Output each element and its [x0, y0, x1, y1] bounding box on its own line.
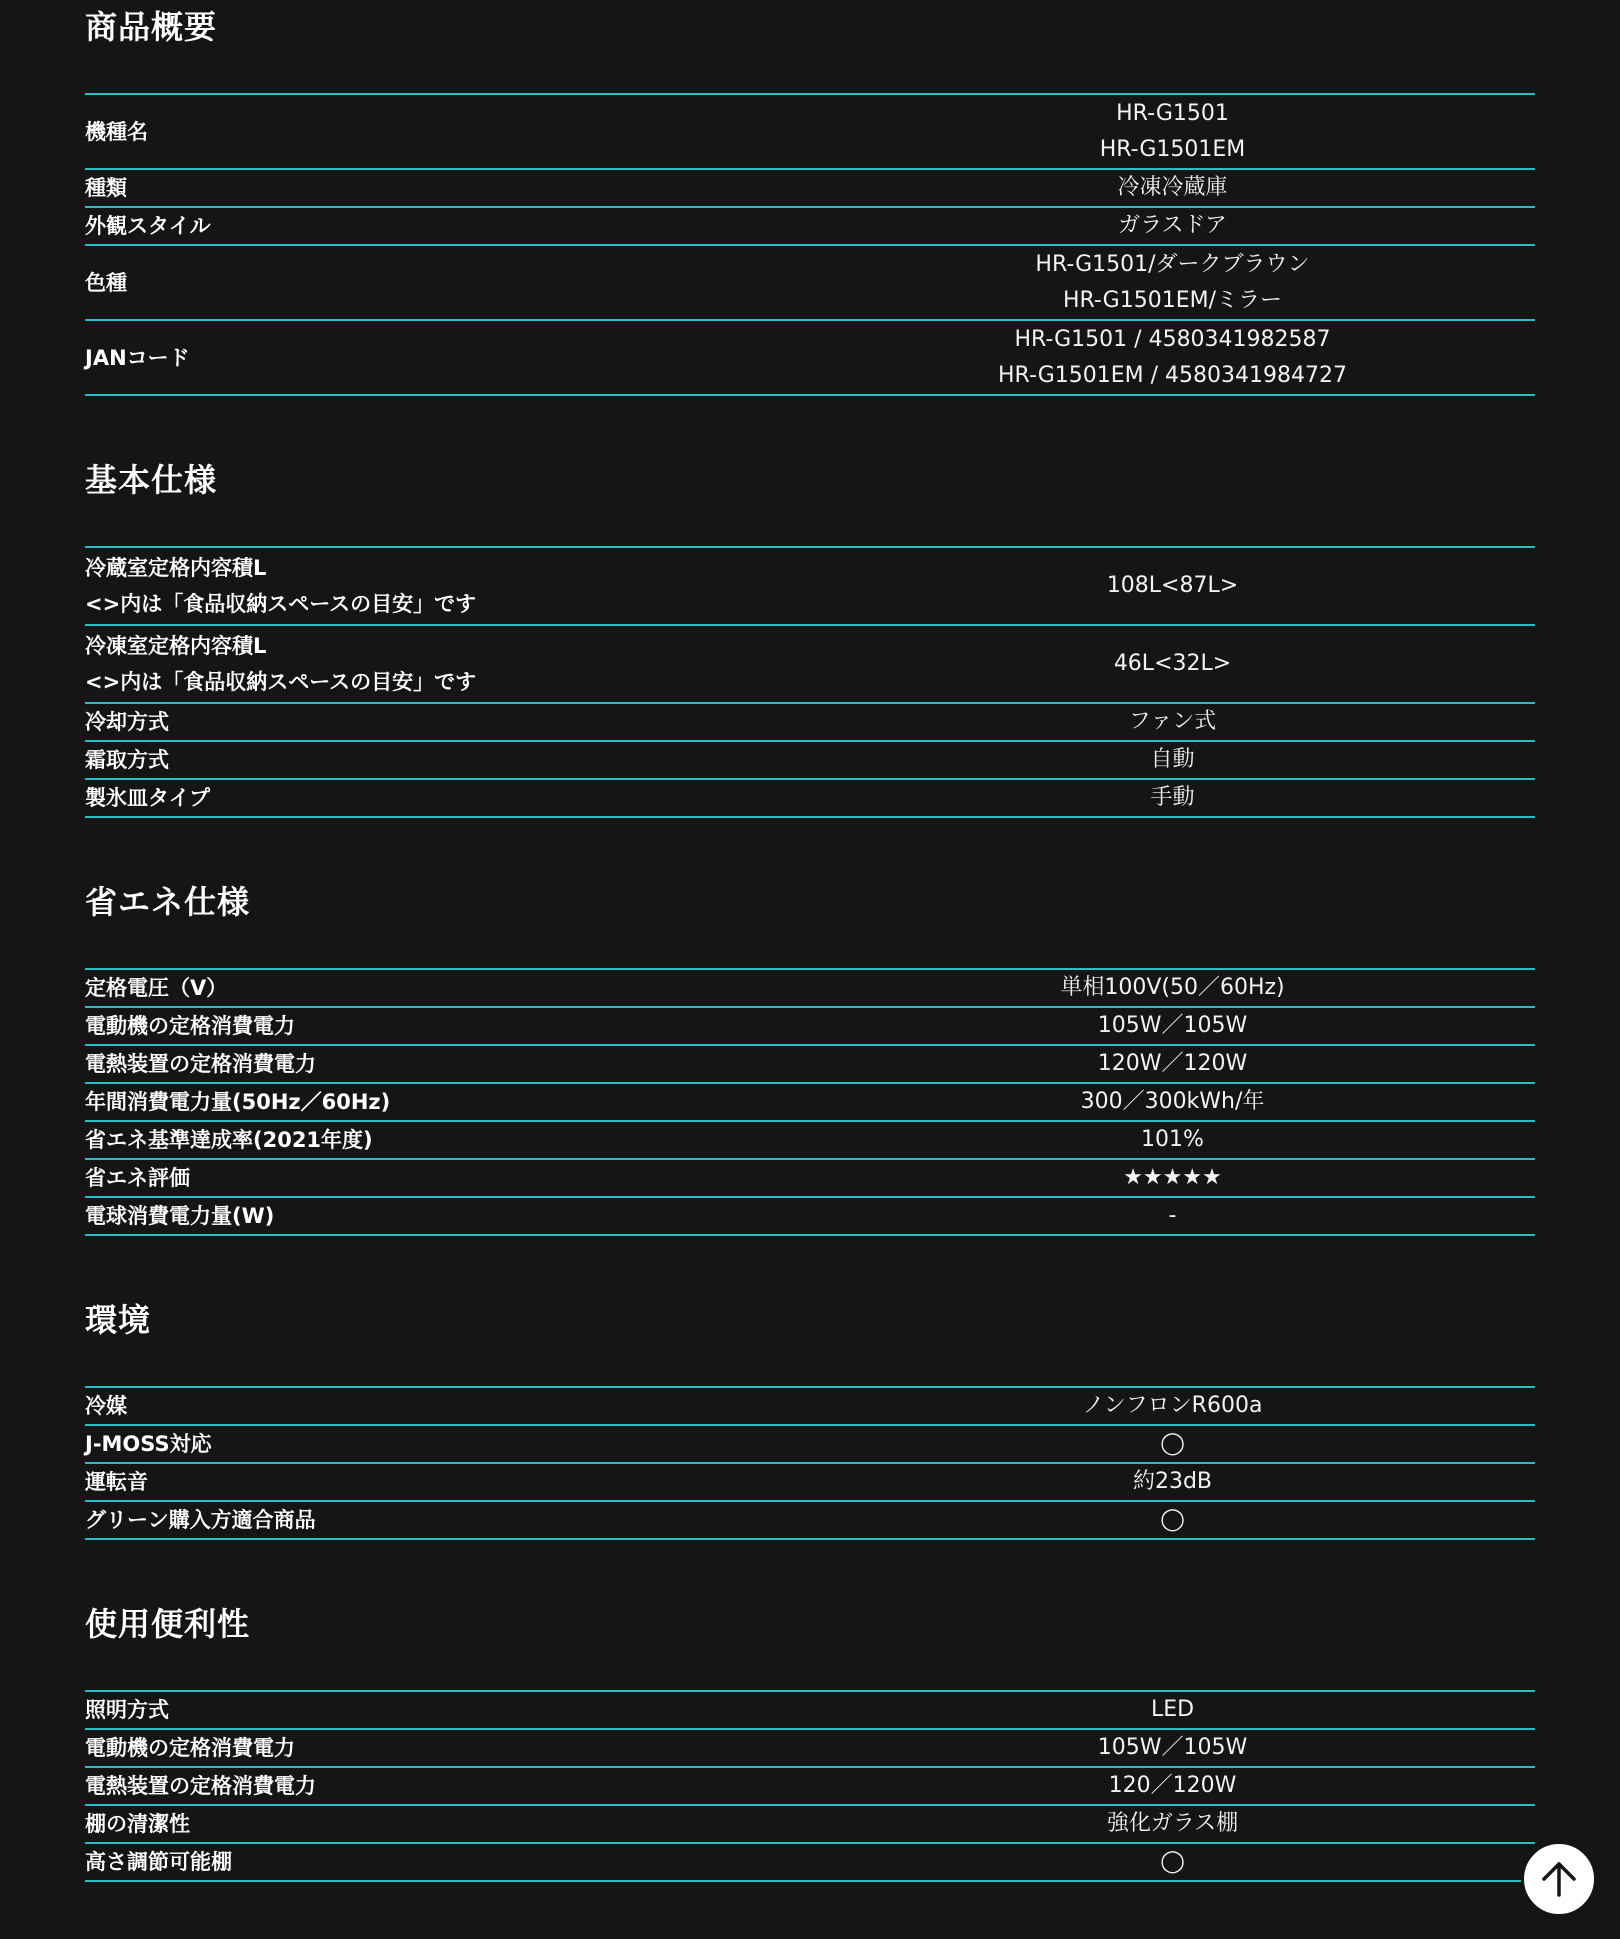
- spec-label: 冷媒: [85, 1394, 127, 1418]
- spec-row-freezer-capacity: [85, 626, 1535, 704]
- spec-value: 300／300kWh/年: [1080, 1089, 1265, 1114]
- spec-label: 省エネ基準達成率(2021年度): [85, 1128, 373, 1152]
- spec-value: 46L<32L>: [1113, 651, 1232, 676]
- spec-label: 霜取方式: [85, 748, 169, 772]
- spec-table: [85, 968, 1535, 1236]
- spec-row-heater-power: [85, 1768, 1535, 1806]
- spec-row-heater-power: [85, 1046, 1535, 1084]
- spec-value: 101%: [1141, 1127, 1204, 1152]
- spec-row-refrigerant: [85, 1388, 1535, 1426]
- spec-row-noise: [85, 1464, 1535, 1502]
- circle-mark-icon: ◯: [1160, 1431, 1185, 1456]
- spec-value: 約23dB: [1132, 1469, 1213, 1494]
- spec-row-shelf-cleanliness: [85, 1806, 1535, 1844]
- spec-row-j-moss: [85, 1426, 1535, 1464]
- spec-row-achievement-rate: [85, 1122, 1535, 1160]
- spec-label: JANコード: [85, 345, 190, 370]
- spec-row-motor-power: [85, 1730, 1535, 1768]
- spec-value: -: [1168, 1203, 1177, 1228]
- spec-row-green-purchase: [85, 1502, 1535, 1540]
- arrow-up-icon: [1539, 1859, 1579, 1899]
- spec-value: 冷凍冷蔵庫: [1117, 175, 1228, 200]
- spec-row-color: [85, 246, 1535, 321]
- spec-label: 運転音: [85, 1470, 148, 1494]
- spec-table: [85, 93, 1535, 396]
- spec-value: 120W／120W: [1097, 1051, 1248, 1076]
- spec-table: [85, 1690, 1535, 1882]
- section-title: 環境: [85, 1301, 152, 1339]
- spec-row-jan-code: [85, 321, 1535, 396]
- spec-label: 機種名: [85, 119, 148, 144]
- spec-row-motor-power: [85, 1008, 1535, 1046]
- spec-row-model-name: [85, 95, 1535, 170]
- spec-label: 製氷皿タイプ: [85, 786, 210, 810]
- spec-table: [85, 546, 1535, 818]
- spec-value: ガラスドア: [1118, 213, 1227, 238]
- section-basic-spec: [85, 461, 1535, 818]
- spec-value: 単相100V(50／60Hz): [1060, 975, 1285, 1000]
- spec-table: [85, 1386, 1535, 1540]
- spec-label: 定格電圧（V）: [85, 976, 228, 1000]
- spec-label: 電動機の定格消費電力: [85, 1736, 295, 1760]
- spec-value: 108L<87L>: [1106, 573, 1239, 598]
- spec-value: ノンフロンR600a: [1082, 1393, 1263, 1418]
- spec-value: LED: [1150, 1697, 1195, 1722]
- spec-value: 105W／105W: [1097, 1013, 1248, 1038]
- spec-row-cooling: [85, 704, 1535, 742]
- section-product-overview: [85, 8, 1535, 396]
- spec-label: 冷蔵室定格内容積L <>内は「食品収納スペースの目安」です: [85, 556, 477, 616]
- spec-label: 色種: [85, 270, 127, 295]
- circle-mark-icon: ◯: [1160, 1507, 1185, 1532]
- spec-value: HR-G1501 HR-G1501EM: [1099, 100, 1246, 162]
- spec-row-ice-tray: [85, 780, 1535, 818]
- section-environment: [85, 1301, 1535, 1540]
- section-title: 商品概要: [85, 8, 218, 46]
- spec-row-bulb-power: [85, 1198, 1535, 1236]
- spec-label: 電熱装置の定格消費電力: [85, 1774, 316, 1798]
- spec-label: 年間消費電力量(50Hz／60Hz): [85, 1090, 391, 1114]
- spec-label: 電熱装置の定格消費電力: [85, 1052, 316, 1076]
- spec-label: 外観スタイル: [85, 214, 211, 238]
- spec-label: 高さ調節可能棚: [85, 1850, 232, 1874]
- star-rating: ★★★★★: [1123, 1165, 1222, 1190]
- spec-row-type: [85, 170, 1535, 208]
- spec-value: 自動: [1150, 747, 1195, 772]
- spec-label: グリーン購入方適合商品: [85, 1508, 316, 1532]
- spec-row-style: [85, 208, 1535, 246]
- spec-value: 120／120W: [1108, 1773, 1237, 1798]
- section-convenience: [85, 1605, 1535, 1882]
- spec-row-energy-rating: [85, 1160, 1535, 1198]
- spec-row-annual-consumption: [85, 1084, 1535, 1122]
- scroll-to-top-button[interactable]: [1521, 1841, 1597, 1917]
- spec-value: ファン式: [1128, 709, 1217, 734]
- spec-label: 電動機の定格消費電力: [85, 1014, 295, 1038]
- spec-row-lighting: [85, 1692, 1535, 1730]
- spec-row-fridge-capacity: [85, 548, 1535, 626]
- spec-label: 省エネ評価: [85, 1166, 190, 1190]
- spec-value: 手動: [1150, 785, 1195, 810]
- spec-label: 冷凍室定格内容積L <>内は「食品収納スペースの目安」です: [85, 634, 477, 694]
- section-title: 省エネ仕様: [85, 883, 251, 921]
- spec-label: J-MOSS対応: [85, 1432, 212, 1456]
- section-title: 使用便利性: [85, 1605, 251, 1643]
- spec-label: 照明方式: [85, 1698, 169, 1722]
- spec-row-adjustable-shelf: [85, 1844, 1535, 1882]
- spec-value: 強化ガラス棚: [1106, 1811, 1239, 1836]
- spec-label: 棚の清潔性: [85, 1812, 190, 1836]
- section-energy-spec: [85, 883, 1535, 1236]
- spec-row-defrost: [85, 742, 1535, 780]
- spec-value: 105W／105W: [1097, 1735, 1248, 1760]
- spec-label: 電球消費電力量(W): [85, 1204, 275, 1228]
- spec-value: HR-G1501 / 4580341982587 HR-G1501EM / 4580341984727: [998, 326, 1347, 388]
- spec-label: 種類: [85, 176, 127, 200]
- section-title: 基本仕様: [85, 461, 218, 499]
- spec-row-voltage: [85, 970, 1535, 1008]
- spec-page: [85, 0, 1535, 1882]
- spec-value: HR-G1501/ダークブラウン HR-G1501EM/ミラー: [1035, 251, 1310, 313]
- spec-label: 冷却方式: [85, 710, 169, 734]
- circle-mark-icon: ◯: [1160, 1849, 1185, 1874]
